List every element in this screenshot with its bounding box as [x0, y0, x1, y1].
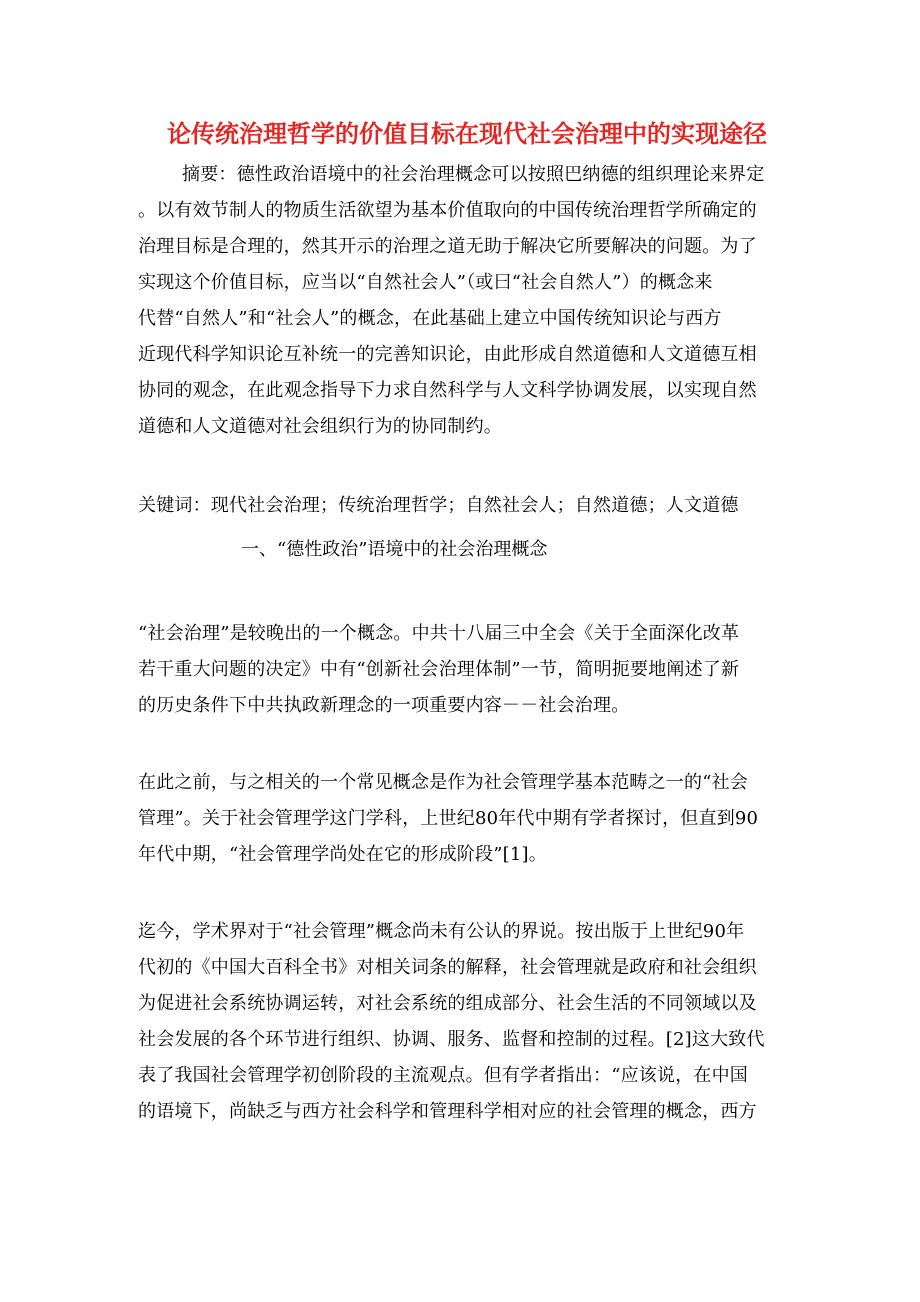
paragraph-line: 的语境下，尚缺乏与西方社会科学和管理科学相对应的社会管理的概念，西方 [138, 1101, 757, 1122]
paragraph-line: 迄今，学术界对于“社会管理”概念尚未有公认的界说。按出版于上世纪90年 [138, 921, 745, 942]
abstract-line: 道德和人文道德对社会组织行为的协同制约。 [138, 416, 502, 437]
keywords-line: 关键词：现代社会治理；传统治理哲学；自然社会人；自然道德；人文道德 [138, 495, 739, 516]
paragraph-line: 若干重大问题的决定》中有“创新社会治理体制”一节，简明扼要地阐述了新 [138, 659, 740, 680]
abstract-line: 实现这个价值目标，应当以“自然社会人”（或曰“社会自然人”）的概念来 [138, 272, 713, 293]
paragraph-line: 在此之前，与之相关的一个常见概念是作为社会管理学基本范畴之一的“社会 [138, 772, 748, 793]
paragraph-1 [138, 616, 778, 724]
paragraph-line: 管理”。关于社会管理学这门学科，上世纪80年代中期有学者探讨，但直到90 [138, 808, 759, 829]
paragraph-line: 年代中期，“社会管理学尚处在它的形成阶段”[1]。 [138, 844, 547, 865]
abstract-line: 治理目标是合理的，然其开示的治理之道无助于解决它所要解决的问题。为了 [138, 236, 757, 257]
abstract-line: 协同的观念，在此观念指导下力求自然科学与人文科学协调发展，以实现自然 [138, 380, 757, 401]
document-title: 论传统治理哲学的价值目标在现代社会治理中的实现途径 [167, 120, 767, 148]
paragraph-line: 代初的《中国大百科全书》对相关词条的解释，社会管理就是政府和社会组织 [138, 957, 757, 978]
abstract-line: 摘要：德性政治语境中的社会治理概念可以按照巴纳德的组织理论来界定 [182, 164, 765, 185]
paragraph-line: 社会发展的各个环节进行组织、协调、服务、监督和控制的过程。[2]这大致代 [138, 1029, 765, 1050]
paragraph-line: “社会治理”是较晚出的一个概念。中共十八届三中全会《关于全面深化改革 [138, 623, 740, 644]
keywords [138, 488, 778, 524]
section-heading: 一、“德性政治”语境中的社会治理概念 [241, 539, 548, 560]
abstract-line: 近现代科学知识论互补统一的完善知识论，由此形成自然道德和人文道德互相 [138, 344, 757, 365]
abstract-line: 。以有效节制人的物质生活欲望为基本价值取向的中国传统治理哲学所确定的 [138, 200, 757, 221]
paragraph-2 [138, 765, 778, 873]
paragraph-line: 的历史条件下中共执政新理念的一项重要内容－－社会治理。 [138, 695, 630, 716]
abstract-line: 代替“自然人”和“社会人”的概念，在此基础上建立中国传统知识论与西方 [138, 308, 722, 329]
abstract [138, 157, 778, 445]
paragraph-line: 为促进社会系统协调运转，对社会系统的组成部分、社会生活的不同领域以及 [138, 993, 757, 1014]
paragraph-3 [138, 914, 778, 1130]
paragraph-line: 表了我国社会管理学初创阶段的主流观点。但有学者指出：“应该说，在中国 [138, 1065, 748, 1086]
